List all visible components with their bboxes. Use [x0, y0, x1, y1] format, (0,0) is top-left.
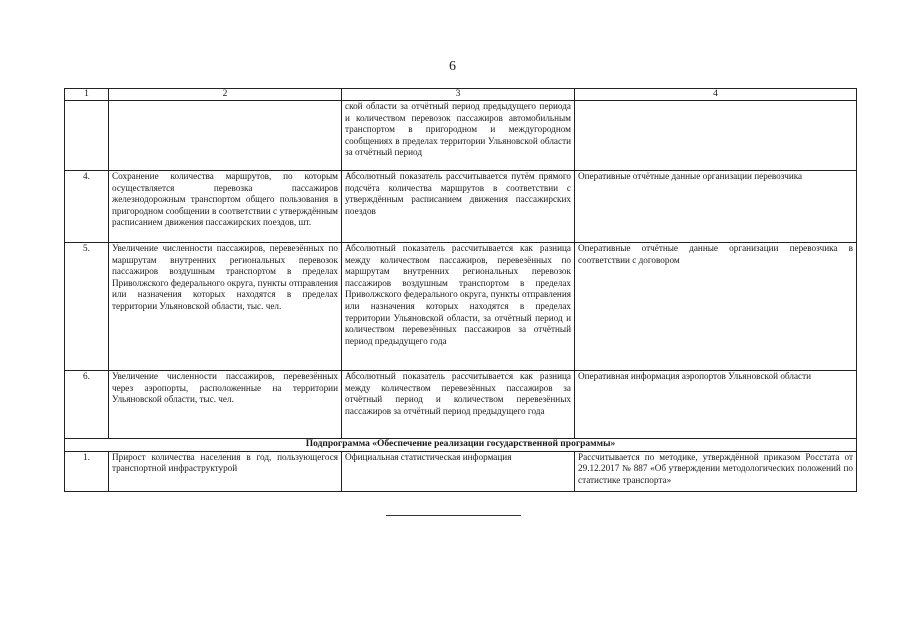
- indicators-table: [64, 88, 857, 492]
- indicator-cell: [109, 101, 342, 171]
- header-cell: 2: [109, 89, 342, 101]
- row-number: [65, 101, 109, 171]
- method-cell: Официальная статистическая информация: [342, 451, 575, 491]
- row-number: 6.: [65, 371, 109, 439]
- method-cell: Абсолютный показатель рассчитывается как разница между количеством пассажиров, перевезённых по маршрутам внутренних региональных перевозок пассажиров воздушным транспортом в пределах Приволжского федерального округа, пункты отправления или назначения которых находятся в пределах территории Ульяновской области, за отчётный период и количеством перевезённых пассажиров за отчётный период предыдущего года: [342, 243, 575, 371]
- closing-rule: [386, 515, 521, 516]
- source-cell: [575, 101, 857, 171]
- header-cell: 1: [65, 89, 109, 101]
- source-cell: Рассчитывается по методике, утверждённой приказом Росстата от 29.12.2017 № 887 «Об утверждении методологических положений по статистике транспорта»: [575, 451, 857, 491]
- table-header-row: [65, 89, 857, 101]
- source-cell: Оперативная информация аэропортов Ульяновской области: [575, 371, 857, 439]
- table-row: [65, 243, 857, 371]
- table-row: [65, 371, 857, 439]
- row-number: 1.: [65, 451, 109, 491]
- table-row: [65, 171, 857, 243]
- header-cell: 4: [575, 89, 857, 101]
- method-cell: Абсолютный показатель рассчитывается путём прямого подсчёта количества маршрутов в соответствии с утверждённым расписанием движения пассажирских поездов: [342, 171, 575, 243]
- subprogram-title: Подпрограмма «Обеспечение реализации государственной программы»: [65, 439, 857, 452]
- source-cell: Оперативные отчётные данные организации перевозчика в соответствии с договором: [575, 243, 857, 371]
- indicator-cell: Увеличение численности пассажиров, перевезённых через аэропорты, расположенные на территории Ульяновской области, тыс. чел.: [109, 371, 342, 439]
- subprogram-heading-row: [65, 439, 857, 452]
- row-number: 5.: [65, 243, 109, 371]
- table-row: [65, 101, 857, 171]
- method-cell: ской области за отчётный период предыдущего периода и количеством перевозок пассажиров автомобильным транспортом в пригородном и междугородном сообщениях в пределах территории Ульяновской области за отчётный период: [342, 101, 575, 171]
- header-cell: 3: [342, 89, 575, 101]
- method-cell: Абсолютный показатель рассчитывается как разница между количеством перевезённых пассажиров за отчётный период и количеством перевезённых пассажиров за отчётный период предыдущего года: [342, 371, 575, 439]
- row-number: 4.: [65, 171, 109, 243]
- page-number: 6: [449, 59, 456, 74]
- table-row: [65, 451, 857, 491]
- indicator-cell: Сохранение количества маршрутов, по которым осуществляется перевозка пассажиров железнодорожным транспортом общего пользования в пригородном сообщении в соответствии с утверждённым расписанием движения пассажирских поездов, шт.: [109, 171, 342, 243]
- indicator-cell: Прирост количества населения в год, пользующегося транспортной инфраструктурой: [109, 451, 342, 491]
- source-cell: Оперативные отчётные данные организации перевозчика: [575, 171, 857, 243]
- indicator-cell: Увеличение численности пассажиров, перевезённых по маршрутам внутренних региональных перевозок пассажиров воздушным транспортом в пределах Приволжского федерального округа, пункты отправления или назначения которых находятся в пределах территории Ульяновской области, тыс. чел.: [109, 243, 342, 371]
